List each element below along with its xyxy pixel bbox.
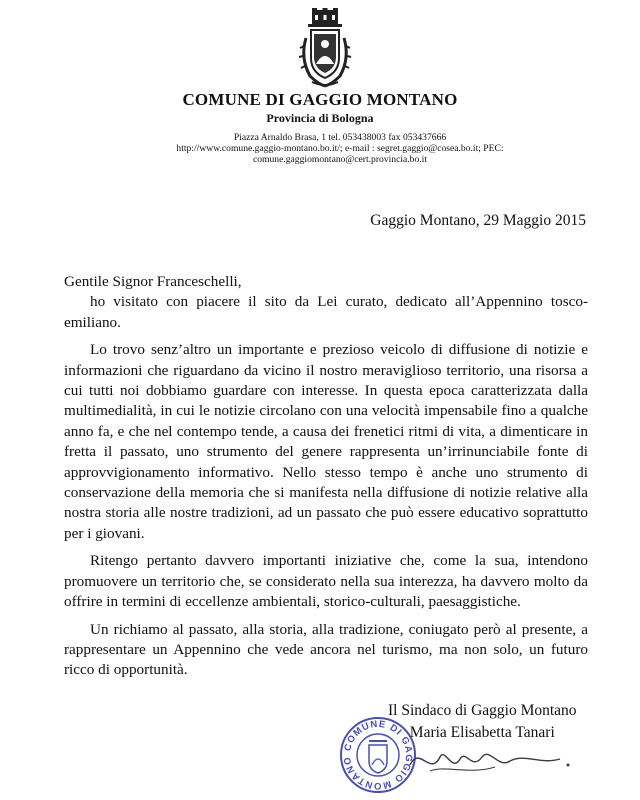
paragraph: ho visitato con piacere il sito da Lei curato, dedicato all’Appennino tosco-emiliano. <box>64 293 588 331</box>
paragraph: Lo trovo senz’altro un importante e prezioso veicolo di diffusione di notizie e informazioni che riguardano da vicino il nostro meraviglioso territorio, una risorsa a cui tutti noi dobbiamo guardare con interesse. In questa epoca caratterizzata dalla multimedialità, in cui le notizie circolano con una velocità impensabile fino a qualche anno fa, e che nel contempo tende, a causa dei frenetici ritmi di vita, a dimenticare in fretta il passato, uno strumento del genere rappresenta un’irrinunciabile fonte di approvvigionamento informativo. Nello stesso tempo è anche uno strumento di conservazione della memoria che si manifesta nella diffusione di notizie relative alla nostra storia alle nostre tradizioni, ad un passato che può essere educativo soprattutto per i giovani. <box>64 341 588 542</box>
contact-block <box>140 132 540 165</box>
province-name: Provincia di Bologna <box>266 111 374 125</box>
signatory-role: Il Sindaco di Gaggio Montano <box>388 702 577 719</box>
contact-line-pec: comune.gaggiomontano@cert.provincia.bo.it <box>252 154 427 165</box>
salutation: Gentile Signor Franceschelli, <box>64 273 242 290</box>
municipality-name: COMUNE DI GAGGIO MONTANO <box>182 90 458 109</box>
municipal-coat-of-arms-icon <box>298 8 352 88</box>
letter-body <box>64 272 588 681</box>
letter-date: Gaggio Montano, 29 Maggio 2015 <box>370 212 586 229</box>
contact-line-address: Piazza Arnaldo Brasa, 1 tel. 053438003 fax 053437666 <box>233 132 447 143</box>
paragraph: Ritengo pertanto davvero importanti iniziative che, come la sua, intendono promuovere un territorio che, se considerato nella sua interezza, ha davvero molto da offrire in termini di eccellenze ambientali, storico-culturali, paesaggistiche. <box>64 552 588 611</box>
paragraph: Un richiamo al passato, alla storia, alla tradizione, coniugato però al presente, a rappresentare un Appennino che vede ancora nel turismo, ma non solo, un futuro ricco di opportunità. <box>64 620 588 679</box>
stamp-text: COMUNE DI GAGGIO MONTANO <box>341 718 415 792</box>
signature-block <box>388 700 577 744</box>
signatory-name: Maria Elisabetta Tanari <box>409 724 555 741</box>
contact-line-web-email: http://www.comune.gaggio-montano.bo.it/; e-mail : segret.gaggio@cosea.bo.it; PEC: <box>176 143 504 154</box>
